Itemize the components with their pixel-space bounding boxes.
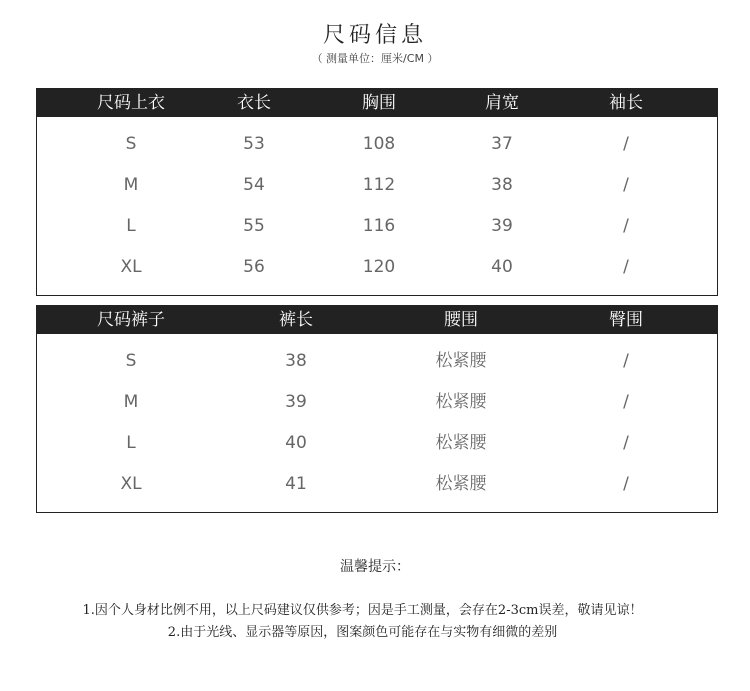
pants-table-header [37,306,717,334]
cell-size: L [126,433,136,453]
table-row [37,206,717,247]
cell-chest: 112 [362,175,396,195]
cell-shoulder: 40 [491,257,513,277]
cell-waist: 松紧腰 [435,392,487,412]
cell-length: 53 [243,134,265,154]
pants-size-table [36,305,718,513]
col-header-waist: 腰围 [444,310,478,330]
table-row [37,382,717,423]
cell-waist: 松紧腰 [435,433,487,453]
tops-table-header [37,89,717,117]
tip-line-1: 1.因个人身材比例不用，以上尺码建议仅供参考；因是手工测量，会存在2-3cm误差，敬请见谅！ [82,603,643,618]
cell-hip: / [623,392,629,412]
cell-hip: / [623,351,629,371]
cell-sleeve: / [623,134,629,154]
table-row [37,247,717,288]
tips-title: 温馨提示： [340,559,410,575]
cell-length: 55 [243,216,265,236]
page-title: 尺码信息 [322,23,427,48]
cell-sleeve: / [623,216,629,236]
table-row [37,124,717,165]
table-row [37,341,717,382]
col-header-pants-length: 裤长 [279,310,313,330]
col-header-sleeve: 袖长 [609,93,643,113]
table-row [37,423,717,464]
cell-pants-length: 39 [285,392,307,412]
col-header-size: 尺码上衣 [97,93,165,113]
table-row [37,165,717,206]
cell-sleeve: / [623,175,629,195]
cell-pants-length: 38 [285,351,307,371]
tops-size-table [36,88,718,296]
cell-sleeve: / [623,257,629,277]
col-header-hip: 臀围 [609,310,643,330]
cell-hip: / [623,474,629,494]
table-row [37,464,717,505]
cell-chest: 120 [362,257,396,277]
cell-waist: 松紧腰 [435,474,487,494]
cell-chest: 108 [362,134,396,154]
cell-size: L [126,216,136,236]
cell-size: XL [120,474,142,494]
cell-hip: / [623,433,629,453]
cell-pants-length: 40 [285,433,307,453]
cell-shoulder: 39 [491,216,513,236]
col-header-length: 衣长 [237,93,271,113]
col-header-chest: 胸围 [362,93,396,113]
col-header-shoulder: 肩宽 [485,93,519,113]
cell-length: 54 [243,175,265,195]
cell-size: S [125,134,137,154]
cell-size: S [125,351,137,371]
cell-pants-length: 41 [285,474,307,494]
cell-size: M [123,175,139,195]
cell-waist: 松紧腰 [435,351,487,371]
cell-size: XL [120,257,142,277]
cell-size: M [123,392,139,412]
cell-shoulder: 37 [491,134,513,154]
unit-subtitle: （ 测量单位：厘米/CM ） [311,52,439,65]
col-header-size: 尺码裤子 [97,310,165,330]
cell-length: 56 [243,257,265,277]
cell-chest: 116 [362,216,396,236]
cell-shoulder: 38 [491,175,513,195]
tip-line-2: 2.由于光线、显示器等原因，图案颜色可能存在与实物有细微的差别 [167,625,558,640]
